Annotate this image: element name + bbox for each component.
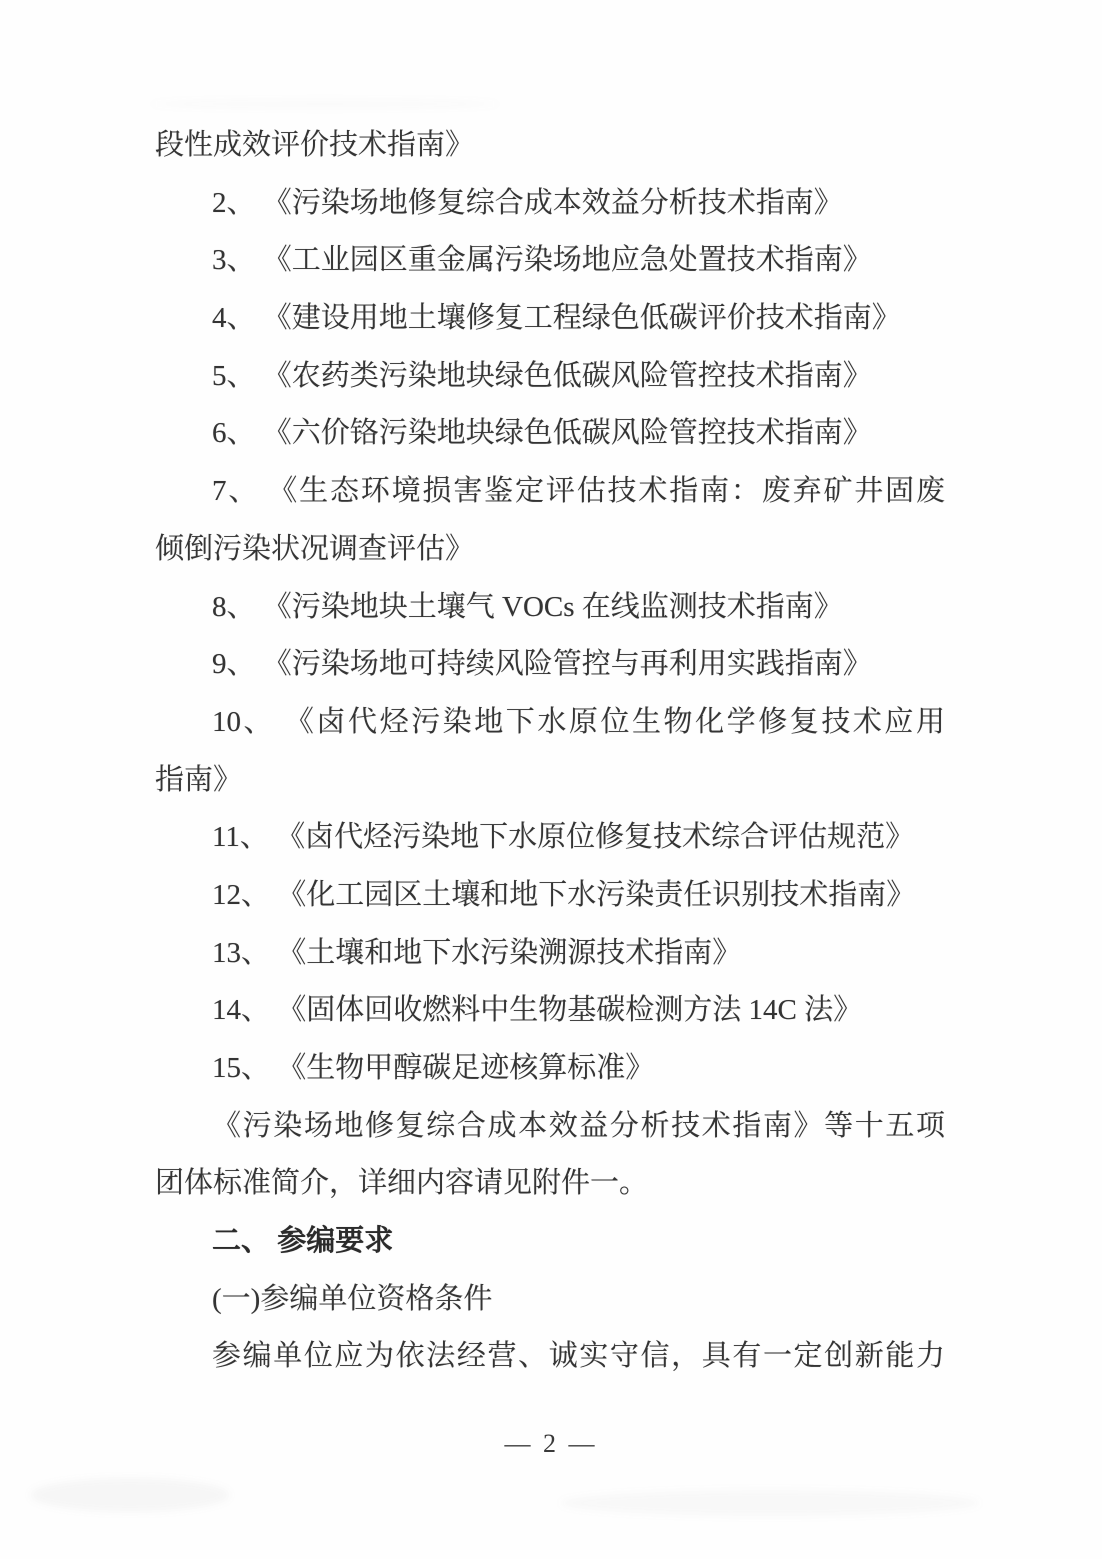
paragraph-line: 参编单位应为依法经营、诚实守信，具有一定创新能力: [212, 1340, 945, 1373]
page-number: — 2 —: [504, 1429, 598, 1458]
scan-artifact: [30, 1478, 230, 1512]
list-item-14: 14、 《固体回收燃料中生物基碳检测方法 14C 法》: [212, 994, 863, 1027]
summary-paragraph-line-1: 《污染场地修复综合成本效益分析技术指南》等十五项: [212, 1109, 945, 1142]
list-item-10-line-2: 指南》: [155, 763, 243, 796]
list-item-3: 3、 《工业园区重金属污染场地应急处置技术指南》: [212, 244, 872, 277]
list-item-9: 9、 《污染场地可持续风险管控与再利用实践指南》: [212, 648, 872, 681]
summary-paragraph-line-2: 团体标准简介，详细内容请见附件一。: [155, 1167, 649, 1200]
list-item-7-line-2: 倾倒污染状况调查评估》: [155, 532, 475, 565]
list-item-15: 15、 《生物甲醇碳足迹核算标准》: [212, 1052, 655, 1084]
list-item-6: 6、 《六价铬污染地块绿色低碳风险管控技术指南》: [212, 417, 872, 450]
subsection-heading: (一)参编单位资格条件: [212, 1282, 493, 1315]
document-body: [155, 117, 945, 1386]
list-item-7-line-1: 7、 《生态环境损害鉴定评估技术指南：废弃矿井固废: [212, 475, 945, 508]
list-item-4: 4、 《建设用地土壤修复工程绿色低碳评价技术指南》: [212, 302, 901, 335]
list-item-2: 2、 《污染场地修复综合成本效益分析技术指南》: [212, 186, 843, 219]
list-item-10-line-1: 10、 《卤代烃污染地下水原位生物化学修复技术应用: [212, 705, 945, 738]
scan-artifact: [560, 1490, 980, 1516]
list-item-12: 12、 《化工园区土壤和地下水污染责任识别技术指南》: [212, 878, 916, 911]
list-item-8: 8、 《污染地块土壤气 VOCs 在线监测技术指南》: [212, 590, 843, 623]
list-item-11: 11、 《卤代烃污染地下水原位修复技术综合评估规范》: [212, 821, 915, 854]
list-item-13: 13、 《土壤和地下水污染溯源技术指南》: [212, 936, 742, 969]
text-line-continuation: 段性成效评价技术指南》: [155, 129, 475, 161]
list-item-5: 5、 《农药类污染地块绿色低碳风险管控技术指南》: [212, 359, 872, 392]
scan-artifact: [150, 100, 500, 108]
section-heading: 二、 参编要求: [212, 1225, 394, 1258]
